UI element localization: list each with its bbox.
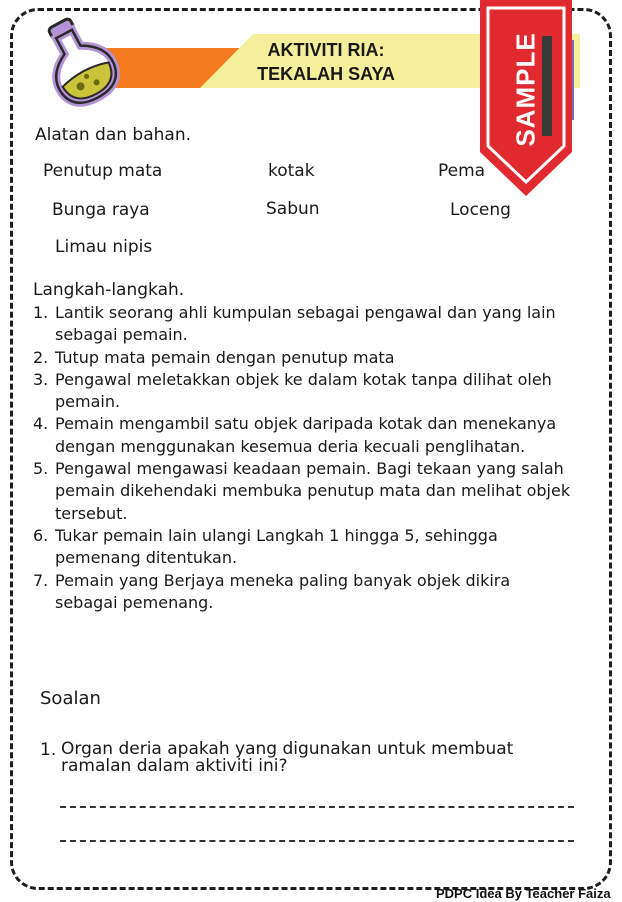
material-item: Limau nipis <box>55 237 153 257</box>
activity-title <box>226 38 426 86</box>
sample-watermark: SAMPLE <box>510 31 541 147</box>
activity-title-line2: TEKALAH SAYA <box>257 64 395 84</box>
step-item: 3. Pengawal meletakkan objek ke dalam kotak tanpa dilihat oleh pemain. <box>33 369 552 412</box>
step-item: 6. Tukar pemain lain ulangi Langkah 1 hingga 5, sehingga pemenang ditentukan. <box>33 525 498 568</box>
step-item: 5. Pengawal mengawasi keadaan pemain. Bagi tekaan yang salah pemain dikehendaki membuka penutup mata dan melihat objek tersebut. <box>33 459 571 523</box>
activity-title-line1: AKTIVITI RIA: <box>267 40 385 60</box>
material-item: Pema <box>438 161 486 181</box>
step-item: 2. Tutup mata pemain dengan penutup mata <box>33 347 395 367</box>
material-item: Loceng <box>450 200 511 220</box>
step-item: 4. Pemain mengambil satu objek daripada kotak dan menekanya dengan menggunakan kesemua deria kecuali penglihatan. <box>33 414 557 456</box>
material-item: Bunga raya <box>52 200 150 220</box>
answer-line[interactable] <box>60 840 574 842</box>
steps-list <box>33 302 573 614</box>
answer-line[interactable] <box>60 806 574 808</box>
material-item: Sabun <box>266 199 320 219</box>
questions-heading: Soalan <box>40 688 101 709</box>
step-item: 7. Pemain yang Berjaya meneka paling banyak objek dikira sebagai pemenang. <box>33 570 511 612</box>
step-item: 1. Lantik seorang ahli kumpulan sebagai pengawal dan yang lain sebagai pemain. <box>33 303 556 345</box>
material-item: kotak <box>268 161 315 181</box>
footer-credit: PDPC Idea By Teacher Faiza <box>436 886 611 901</box>
question-text-line2: ramalan dalam aktiviti ini? <box>61 756 288 776</box>
question-number: 1. <box>40 740 57 760</box>
materials-heading: Alatan dan bahan. <box>35 125 191 145</box>
material-item: Penutup mata <box>43 161 163 181</box>
flask-icon <box>34 14 126 110</box>
steps-heading: Langkah-langkah. <box>33 280 185 300</box>
question-text-line1: Organ deria apakah yang digunakan untuk membuat <box>61 739 514 759</box>
